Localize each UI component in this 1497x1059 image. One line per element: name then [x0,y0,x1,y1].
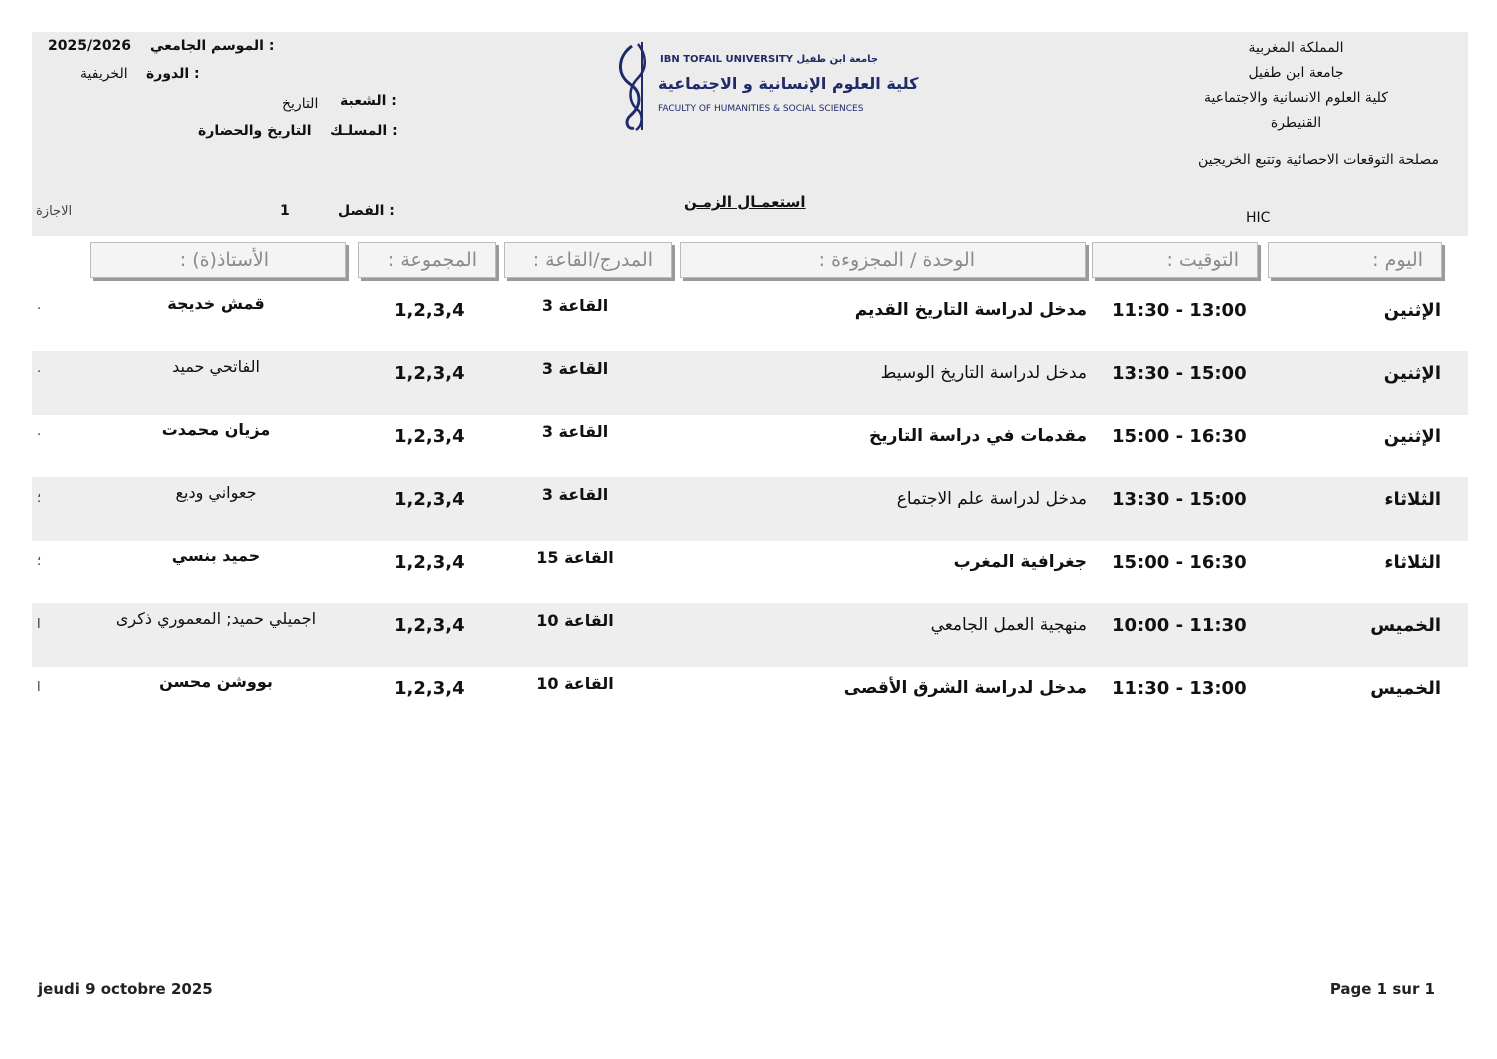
row-time: 13:30 - 15:00 [1112,489,1247,510]
branch-label: الشعبة : [340,93,397,109]
column-header-time: التوقيت : [1092,242,1258,278]
column-header-group: المجموعة : [358,242,496,278]
university-logo [612,40,919,132]
row-time: 10:00 - 11:30 [1112,615,1247,636]
track-label: المسلـك : [330,123,398,139]
logo-line-1: IBN TOFAIL UNIVERSITY جامعة ابن طفيل [660,54,879,65]
row-group: 1,2,3,4 [394,615,465,636]
track-value: التاريخ والحضارة [198,123,312,139]
row-room: القاعة 3 [541,359,609,378]
row-room: القاعة 3 [541,485,609,504]
logo-line-3: FACULTY OF HUMANITIES & SOCIAL SCIENCES [658,104,864,114]
column-header-room: المدرج/القاعة : [504,242,672,278]
branch-value: التاريخ [282,96,319,112]
cycle-label: الدورة : [146,66,200,82]
cycle-value: الخريفية [80,66,128,82]
row-day: الثلاثاء [1384,552,1441,573]
kingdom-label: المملكة المغربية [1248,40,1344,56]
row-group: 1,2,3,4 [394,363,465,384]
row-time: 15:00 - 16:30 [1112,552,1247,573]
row-group: 1,2,3,4 [394,426,465,447]
row-room: القاعة 10 [536,674,614,693]
row-group: 1,2,3,4 [394,678,465,699]
page-title: استعمـال الزمـن [684,193,806,211]
footer-page: Page 1 sur 1 [1329,980,1435,998]
season-label: الموسم الجامعي : [150,38,275,54]
row-room: القاعة 3 [541,422,609,441]
row-professor: قمش خديجة [167,294,265,313]
row-day: الإثنين [1383,426,1441,447]
row-edge-mark: ؛ [37,554,42,569]
row-group: 1,2,3,4 [394,489,465,510]
row-day: الإثنين [1383,300,1441,321]
logo-emblem-icon [612,40,660,132]
row-edge-mark: · [37,365,42,380]
row-edge-mark: ا [37,680,41,695]
row-time: 11:30 - 13:00 [1112,300,1247,321]
row-day: الخميس [1370,678,1441,699]
row-module: مدخل لدراسة الشرق الأقصى [843,678,1087,698]
row-group: 1,2,3,4 [394,300,465,321]
city-label: القنيطرة [1270,115,1322,131]
footer-date: jeudi 9 octobre 2025 [38,980,213,998]
row-edge-mark: · [37,428,42,443]
row-edge-mark: ؛ [37,491,42,506]
row-day: الخميس [1370,615,1441,636]
column-header-professor: الأستاذ(ة) : [90,242,346,278]
row-time: 13:30 - 15:00 [1112,363,1247,384]
column-header-day: اليوم : [1268,242,1442,278]
row-day: الإثنين [1383,363,1441,384]
row-module: مدخل لدراسة التاريخ القديم [854,300,1087,320]
row-group: 1,2,3,4 [394,552,465,573]
row-room: القاعة 15 [536,548,614,567]
faculty-label: كلية العلوم الانسانية والاجتماعية [1204,90,1388,106]
row-module: مدخل لدراسة التاريخ الوسيط [880,363,1087,383]
row-professor: اجميلي حميد; المعموري ذكرى [115,609,317,628]
row-room: القاعة 3 [541,296,609,315]
institution-block [1156,36,1436,136]
row-professor: الفاتحي حميد [172,357,260,376]
row-professor: بووشن محسن [159,672,273,691]
row-edge-mark: · [37,302,42,317]
column-header-module: الوحدة / المجزوءة : [680,242,1086,278]
row-professor: مزيان محمدت [161,420,271,439]
row-module: مقدمات في دراسة التاريخ [869,426,1087,446]
row-day: الثلاثاء [1384,489,1441,510]
university-label: جامعة ابن طفيل [1248,65,1344,81]
semester-label: الفصل : [338,203,395,219]
row-professor: حميد بنسي [171,546,261,565]
service-label: مصلحة التوقعات الاحصائية وتتبع الخريجين [1198,152,1439,168]
season-value: 2025/2026 [48,38,132,54]
row-edge-mark: ا [37,617,41,632]
row-time: 15:00 - 16:30 [1112,426,1247,447]
row-module: مدخل لدراسة علم الاجتماع [896,489,1087,509]
semester-value: 1 [280,203,290,219]
code-label: HIC [1246,210,1271,226]
row-module: منهجية العمل الجامعي [930,615,1087,635]
logo-line-2: كلية العلوم الإنسانية و الاجتماعية [658,74,919,93]
row-room: القاعة 10 [536,611,614,630]
row-time: 11:30 - 13:00 [1112,678,1247,699]
degree-label: الاجازة [36,204,73,219]
row-module: جغرافية المغرب [953,552,1087,572]
row-professor: جعواني وديع [175,483,257,502]
